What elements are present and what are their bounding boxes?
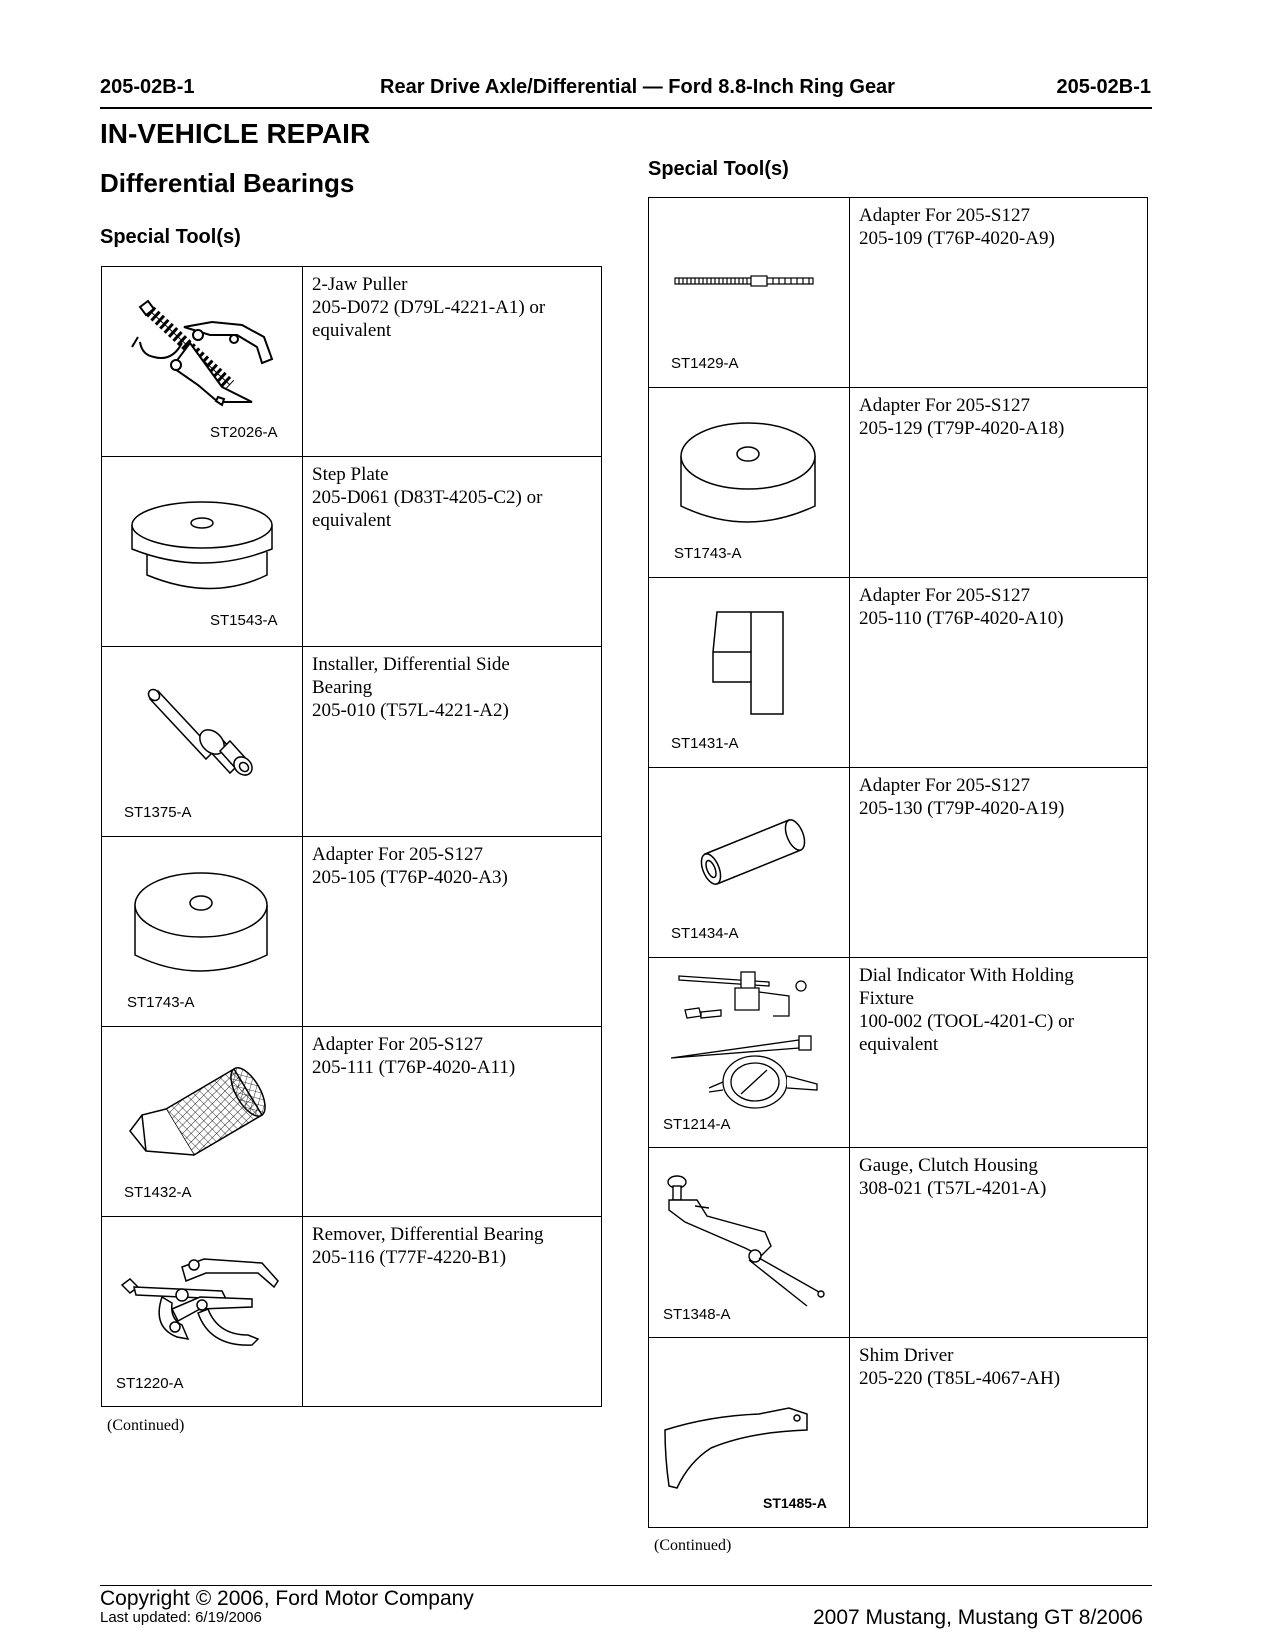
tool-name: Adapter For 205-S127 [312, 1034, 483, 1055]
table-row [649, 768, 1148, 958]
tool-code: ST1543-A [210, 612, 278, 629]
tool-number: 100-002 (TOOL-4201-C) or [859, 1011, 1074, 1032]
tool-code: ST1214-A [663, 1116, 731, 1133]
left-continued-note: (Continued) [107, 1417, 185, 1434]
tool-code: ST1375-A [124, 804, 192, 821]
tool-description [303, 267, 602, 457]
last-updated: Last updated: 6/19/2006 [100, 1609, 262, 1626]
section-title: IN-VEHICLE REPAIR [100, 118, 371, 149]
tool-number: 205-D072 (D79L-4221-A1) or [312, 297, 546, 318]
tool-image-cell [649, 198, 850, 388]
table-row [102, 837, 602, 1027]
tool-code: ST2026-A [210, 424, 278, 441]
tool-name: Dial Indicator With Holding [859, 965, 1074, 986]
subsection-title: Differential Bearings [100, 168, 355, 198]
tool-code: ST1434-A [671, 925, 739, 942]
table-row [649, 388, 1148, 578]
tool-code: ST1429-A [671, 355, 739, 372]
table-row [102, 1027, 602, 1217]
table-row [649, 958, 1148, 1148]
tool-description [303, 1027, 602, 1217]
tool-name: Shim Driver [859, 1345, 954, 1366]
left-special-tools-heading: Special Tool(s) [100, 226, 241, 248]
tool-number: 205-220 (T85L-4067-AH) [859, 1368, 1061, 1389]
header-left-code: 205-02B-1 [100, 76, 195, 98]
tool-name: Gauge, Clutch Housing [859, 1155, 1038, 1176]
tool-code: ST1348-A [663, 1306, 731, 1323]
tool-image-cell [102, 457, 303, 647]
tool-description [850, 1148, 1148, 1338]
table-row [102, 457, 602, 647]
tool-name: Adapter For 205-S127 [859, 205, 1030, 226]
tool-image-cell [649, 958, 850, 1148]
tool-code: ST1431-A [671, 735, 739, 752]
tool-description [850, 198, 1148, 388]
tool-image-cell [102, 1217, 303, 1407]
vehicle-model: 2007 Mustang, Mustang GT 8/2006 [813, 1606, 1143, 1629]
tool-name: Adapter For 205-S127 [859, 395, 1030, 416]
table-row [102, 1217, 602, 1407]
tool-name: Adapter For 205-S127 [859, 775, 1030, 796]
tool-number: 308-021 (T57L-4201-A) [859, 1178, 1047, 1199]
tool-note: equivalent [312, 320, 392, 341]
tool-number: 205-105 (T76P-4020-A3) [312, 867, 508, 888]
tool-code: ST1485-A [763, 1495, 827, 1511]
tool-image-cell [102, 267, 303, 457]
right-tools-table [648, 197, 1148, 1528]
table-row [102, 647, 602, 837]
tool-description [850, 388, 1148, 578]
right-special-tools-heading: Special Tool(s) [648, 158, 789, 180]
tool-code: ST1220-A [116, 1375, 184, 1392]
tool-number: 205-D061 (D83T-4205-C2) or [312, 487, 543, 508]
tool-image-cell [649, 768, 850, 958]
footer-rule [100, 1585, 1152, 1586]
header-title: Rear Drive Axle/Differential — Ford 8.8-Inch Ring Gear [380, 76, 895, 98]
tool-name: Installer, Differential Side [312, 654, 510, 675]
tool-image-cell [102, 1027, 303, 1217]
tool-image-cell [649, 1338, 850, 1528]
tool-number: 205-110 (T76P-4020-A10) [859, 608, 1064, 629]
tool-image-cell [102, 837, 303, 1027]
table-row [649, 1148, 1148, 1338]
tool-code: ST1743-A [127, 994, 195, 1011]
tool-description [850, 1338, 1148, 1528]
right-continued-note: (Continued) [654, 1537, 732, 1554]
tool-image-cell [649, 578, 850, 768]
tool-note: equivalent [312, 510, 392, 531]
tool-image-cell [102, 647, 303, 837]
tool-description [303, 837, 602, 1027]
tool-image-cell [649, 1148, 850, 1338]
tool-description [303, 457, 602, 647]
tool-number: 205-010 (T57L-4221-A2) [312, 700, 509, 721]
tool-description [303, 647, 602, 837]
tool-number: 205-111 (T76P-4020-A11) [312, 1057, 516, 1078]
table-row [649, 1338, 1148, 1528]
left-tools-table [101, 266, 602, 1407]
tool-number: 205-109 (T76P-4020-A9) [859, 228, 1055, 249]
tool-note: equivalent [859, 1034, 939, 1055]
tool-image-cell [649, 388, 850, 578]
tool-name: Adapter For 205-S127 [859, 585, 1030, 606]
tool-number: 205-130 (T79P-4020-A19) [859, 798, 1065, 819]
tool-code: ST1432-A [124, 1184, 192, 1201]
tool-name: Step Plate [312, 464, 389, 485]
tool-description [850, 768, 1148, 958]
tool-name: Adapter For 205-S127 [312, 844, 483, 865]
tool-number: 205-129 (T79P-4020-A18) [859, 418, 1065, 439]
tool-code: ST1743-A [674, 545, 742, 562]
tool-number: 205-116 (T77F-4220-B1) [312, 1247, 507, 1268]
tool-name-cont: Fixture [859, 988, 914, 1009]
tool-name: Remover, Differential Bearing [312, 1224, 544, 1245]
tool-description [850, 578, 1148, 768]
copyright: Copyright © 2006, Ford Motor Company [100, 1587, 474, 1610]
header-right-code: 205-02B-1 [1056, 76, 1151, 98]
tool-description [850, 958, 1148, 1148]
table-row [649, 578, 1148, 768]
table-row [649, 198, 1148, 388]
table-row [102, 267, 602, 457]
tool-description [303, 1217, 602, 1407]
tool-name: 2-Jaw Puller [312, 274, 408, 295]
header-rule [100, 107, 1152, 109]
tool-name-cont: Bearing [312, 677, 373, 698]
